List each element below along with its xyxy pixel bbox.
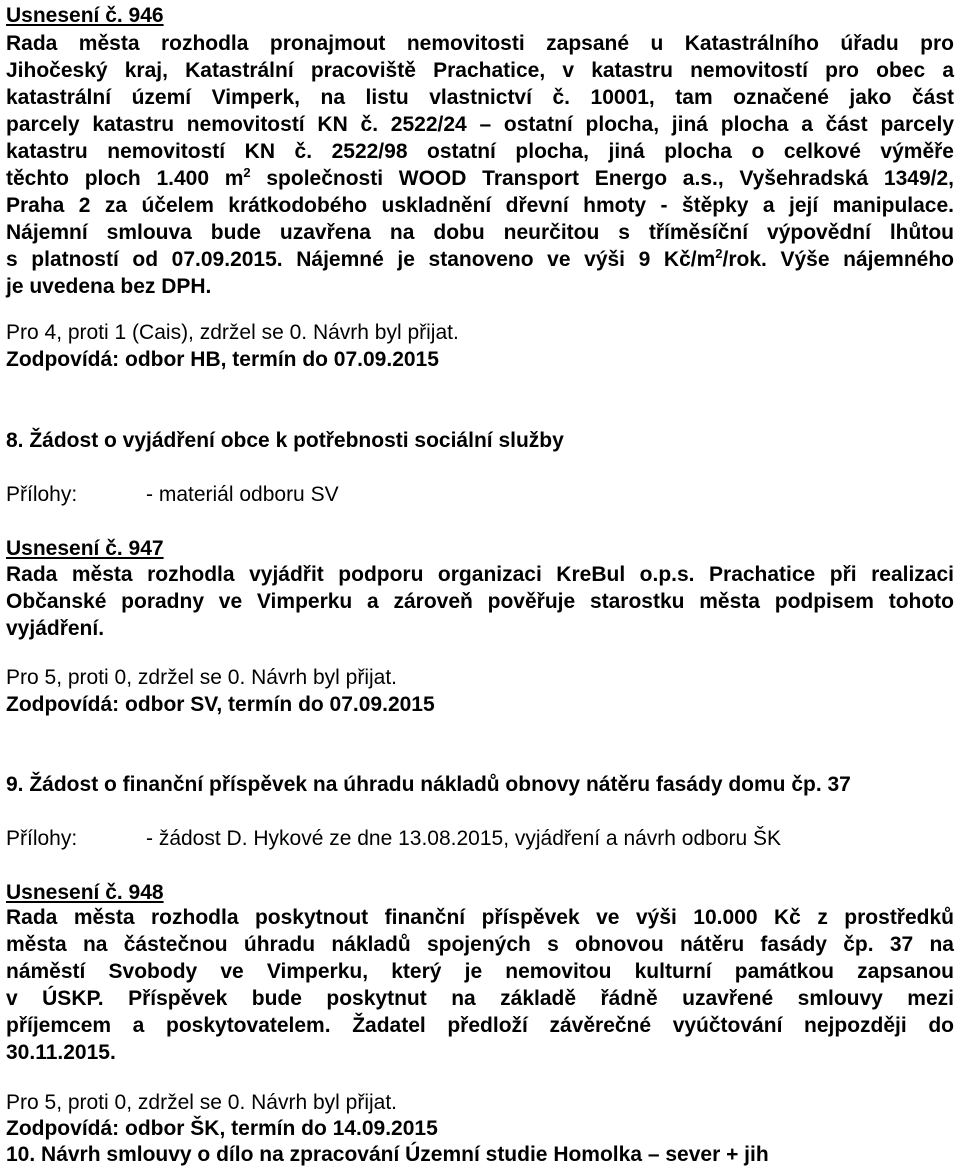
attachments-line [6, 481, 339, 509]
resolution-947-heading: Usnesení č. 947 [6, 537, 164, 560]
area-text: těchto ploch 1.400 m [6, 167, 244, 190]
superscript-2: 2 [715, 246, 723, 261]
resolution-948-text-line: Rada města rozhodla poskytnout finanční příspěvek ve výši 10.000 Kč z prostředků [6, 906, 954, 929]
attachments-label: Přílohy: [6, 483, 78, 506]
agenda-item-9-title: 9. Žádost o finanční příspěvek na úhradu nákladů obnovy nátěru fasády domu čp. 37 [6, 773, 851, 796]
agenda-item-8-title: 8. Žádost o vyjádření obce k potřebnosti sociální služby [6, 429, 564, 452]
rent-text-end: /rok. Výše nájemného [722, 248, 954, 271]
resolution-946-text-line: Rada města rozhodla pronajmout nemovitosti zapsané u Katastrálního úřadu pro [6, 32, 954, 55]
agenda-item-10-title: 10. Návrh smlouvy o dílo na zpracování Územní studie Homolka – sever + jih [6, 1143, 769, 1166]
resolution-946-text-line: Nájemní smlouva bude uzavřena na dobu neurčitou s tříměsíční výpovědní lhůtou [6, 221, 954, 244]
resolution-946-heading: Usnesení č. 946 [6, 4, 164, 27]
resolution-948-text-line: v ÚSKP. Příspěvek bude poskytnut na základě řádně uzavřené smlouvy mezi [6, 987, 954, 1010]
rent-text: s platností od 07.09.2015. Nájemné je stanoveno ve výši 9 Kč/m [6, 248, 716, 271]
resolution-946-text-line: je uvedena bez DPH. [6, 275, 212, 298]
resolution-948-heading: Usnesení č. 948 [6, 881, 164, 904]
vote-result: Pro 5, proti 0, zdržel se 0. Návrh byl přijat. [6, 1091, 397, 1114]
resolution-946-text-line: Jihočeský kraj, Katastrální pracoviště Prachatice, v katastru nemovitostí pro obec a [6, 59, 954, 82]
superscript-2: 2 [243, 165, 251, 180]
vote-result: Pro 4, proti 1 (Cais), zdržel se 0. Návrh byl přijat. [6, 321, 459, 344]
attachments-value: - materiál odboru SV [146, 483, 339, 506]
resolution-946-text-line [6, 246, 954, 274]
resolution-946-text-line: Praha 2 za účelem krátkodobého uskladnění dřevní hmoty - štěpky a její manipulace. [6, 194, 954, 217]
vote-result: Pro 5, proti 0, zdržel se 0. Návrh byl přijat. [6, 666, 397, 689]
responsibility: Zodpovídá: odbor HB, termín do 07.09.2015 [6, 348, 439, 371]
attachments-value: - žádost D. Hykové ze dne 13.08.2015, vyjádření a návrh odboru ŠK [146, 827, 782, 850]
attachments-label: Přílohy: [6, 827, 78, 850]
resolution-948-text-line: příjemcem a poskytovatelem. Žadatel předloží závěrečné vyúčtování nejpozději do [6, 1014, 954, 1037]
attachments-line [6, 825, 781, 853]
resolution-946-text-line: katastru nemovitostí KN č. 2522/98 ostatní plocha, jiná plocha o celkové výměře [6, 140, 954, 163]
resolution-947-text-line: vyjádření. [6, 617, 105, 640]
resolution-948-text-line: města na částečnou úhradu nákladů spojených s obnovou nátěru fasády čp. 37 na [6, 933, 954, 956]
resolution-947-text-line: Rada města rozhodla vyjádřit podporu organizaci KreBul o.p.s. Prachatice při realizaci [6, 563, 954, 586]
resolution-946-text-line: katastrální území Vimperk, na listu vlastnictví č. 10001, tam označené jako část [6, 86, 954, 109]
responsibility: Zodpovídá: odbor ŠK, termín do 14.09.2015 [6, 1117, 438, 1140]
resolution-948-text-line: 30.11.2015. [6, 1041, 116, 1064]
company-text: společnosti WOOD Transport Energo a.s., Vyšehradská 1349/2, [250, 167, 954, 190]
responsibility: Zodpovídá: odbor SV, termín do 07.09.2015 [6, 693, 435, 716]
resolution-947-text-line: Občanské poradny ve Vimperku a zároveň pověřuje starostku města podpisem tohoto [6, 590, 954, 613]
resolution-946-text-line [6, 165, 954, 193]
resolution-948-text-line: náměstí Svobody ve Vimperku, který je nemovitou kulturní památkou zapsanou [6, 960, 954, 983]
resolution-946-text-line: parcely katastru nemovitostí KN č. 2522/24 – ostatní plocha, jiná plocha a část parcely [6, 113, 954, 136]
